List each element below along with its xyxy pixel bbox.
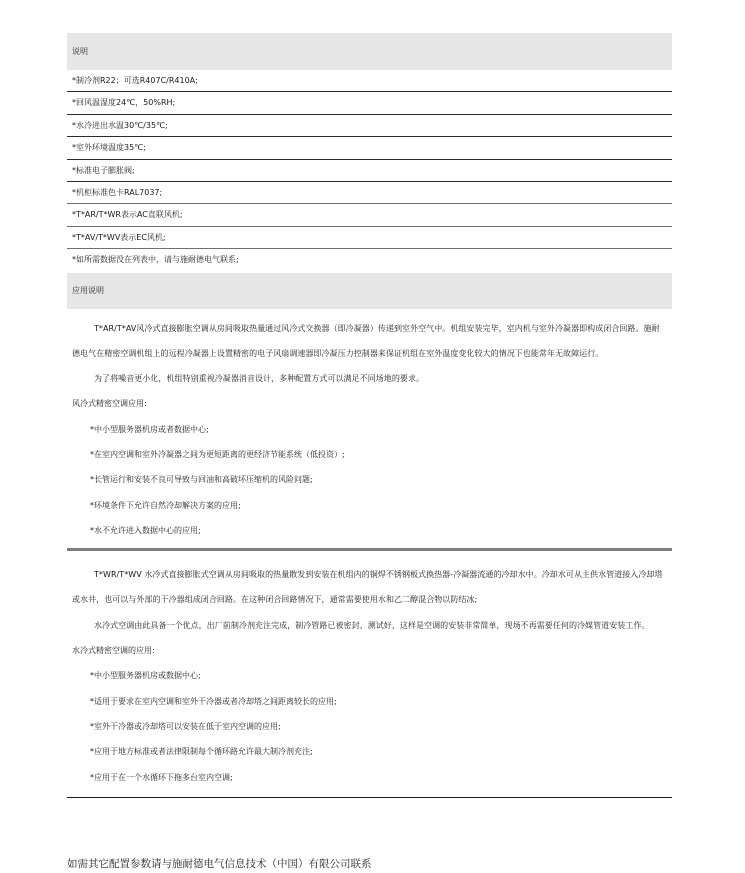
notes-table: [67, 70, 672, 272]
water-cooled-bullet: *应用于地方标准或者法律限制每个循环路允许最大制冷剂充注;: [90, 747, 313, 757]
water-cooled-subtitle: 水冷式精密空调的应用:: [72, 646, 155, 656]
note-row: *标准电子膨胀阀;: [67, 160, 672, 182]
water-cooled-bullet: *中小型服务器机房或数据中心;: [90, 671, 201, 681]
note-row: *水冷进出水温30℃/35℃;: [67, 115, 672, 137]
note-row: *制冷剂R22；可选R407C/R410A;: [67, 70, 672, 92]
water-cooled-bullet: *适用于要求在室内空调和室外干冷器或者冷却塔之间距离较长的应用;: [90, 696, 337, 706]
note-row: *回风温湿度24℃，50%RH;: [67, 92, 672, 114]
water-cooled-block: [67, 551, 672, 790]
air-cooled-subtitle: 风冷式精密空调应用:: [72, 399, 147, 409]
air-cooled-paragraph: 为了将噪音更小化，机组特别重视冷凝器消音设计，多种配置方式可以满足不同场地的要求。: [94, 374, 425, 384]
contact-footer: 如需其它配置参数请与施耐德电气信息技术（中国）有限公司联系: [67, 858, 372, 870]
note-row: *T*AV/T*WV表示EC风机;: [67, 227, 672, 249]
water-cooled-bullet: *室外干冷器或冷却塔可以安装在低于室内空调的应用;: [90, 721, 281, 731]
water-cooled-paragraph: T*WR/T*WV 水冷式直接膨胀式空调从房间吸取的热量散发到安装在机组内的铜焊不锈钢板式换热器-冷凝器流通的冷却水中。冷却水可从主供水管道接入冷却塔或水井，也可以与外部的干冷器组成闭合回路。在这种闭合回路情况下，通常需要使用水和乙二醇混合物以防结冰;: [72, 570, 663, 605]
air-cooled-paragraph: T*AR/T*AV风冷式直接膨胀空调从房间吸取热量通过风冷式交换器（即冷凝器）传递到室外空气中。机组安装完毕，室内机与室外冷凝器即构成闭合回路。施耐德电气在精密空调机组上的远程冷凝器上设置精密的电子风扇调速器即冷凝压力控制器来保证机组在室外温度变化较大的情况下也能常年无故障运行。: [72, 323, 660, 358]
air-cooled-bullet: *水不允许进入数据中心的应用;: [90, 525, 201, 535]
water-cooled-bullet: *应用于在一个水循环下拖多台室内空调;: [90, 772, 233, 782]
air-cooled-bullet: *中小型服务器机房或者数据中心;: [90, 424, 209, 434]
air-cooled-block: [67, 309, 672, 544]
note-row: *机柜标准色卡RAL7037;: [67, 182, 672, 204]
application-header: 应用说明: [67, 273, 672, 309]
air-cooled-bullet: *长管运行和安装不良可导致与回油和高破坏压缩机的风险问题;: [90, 475, 313, 485]
air-cooled-bullet: *在室内空调和室外冷凝器之间为更短距离的更经济节能系统（低投资）;: [90, 450, 345, 459]
note-row: *室外环境温度35℃;: [67, 137, 672, 159]
note-row: *如所需数据没在列表中，请与施耐德电气联系;: [72, 255, 239, 265]
notes-header: 说明: [67, 33, 672, 70]
bottom-divider: [67, 797, 672, 799]
document-page: [67, 33, 672, 798]
water-cooled-paragraph: 水冷式空调由此具备一个优点，出厂前制冷剂充注完成，制冷管路已被密封、测试好，这样是空调的安装非常简单，现场不再需要任何的冷媒管道安装工作。: [94, 620, 650, 630]
air-cooled-bullet: *环境条件下允许自然冷却解决方案的应用;: [90, 500, 241, 510]
note-row: *T*AR/T*WR表示AC直联风机;: [67, 204, 672, 226]
